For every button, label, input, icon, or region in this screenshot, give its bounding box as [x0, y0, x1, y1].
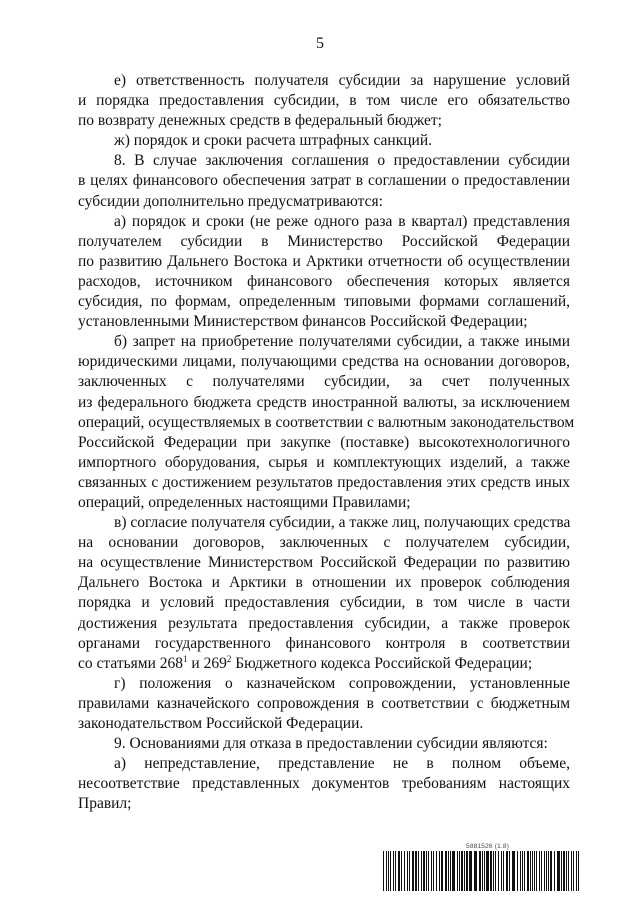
barcode-bar: [464, 851, 465, 891]
text-line: связанных с достижением результатов предоставления этих средств иных: [78, 473, 570, 491]
articles-prefix: со статьями 268: [78, 654, 184, 672]
text-line: е) ответственность получателя субсидии за нарушение условий: [114, 72, 570, 89]
articles-sup2: 2: [226, 653, 232, 664]
barcode-bar: [561, 851, 562, 891]
barcode-bar: [390, 851, 391, 891]
text-line: законодательством Российской Федерации.: [78, 715, 364, 732]
barcode-bar: [409, 851, 410, 891]
text-line: из федерального бюджета средств иностранной валюты, за исключением: [78, 393, 570, 411]
barcode-bar: [522, 851, 523, 891]
barcode-bar: [578, 851, 579, 891]
text-line: а) непредставление, представление не в полном объеме,: [114, 755, 570, 773]
barcode-bar: [490, 851, 492, 891]
text-line: получателем субсидии в Министерство Российской Федерации: [78, 232, 570, 250]
barcode-bar: [428, 851, 429, 891]
barcode-bar: [423, 851, 425, 891]
barcode-bar: [412, 851, 414, 891]
text-line-articles: [78, 654, 570, 674]
barcode-bar: [506, 851, 508, 891]
barcode-bar: [439, 851, 440, 891]
barcode-bar: [550, 851, 552, 891]
barcode-bar: [563, 851, 565, 891]
barcode-bar: [482, 851, 483, 891]
text-line: на осуществление Министерством Российской Федерации по развитию: [78, 554, 570, 572]
barcode-bar: [421, 851, 422, 891]
text-line: операций, определенных настоящими Правилами;: [78, 493, 411, 511]
barcode-bar: [407, 851, 408, 891]
barcode-bar: [457, 851, 458, 891]
text-line: в) согласие получателя субсидии, а также лиц, получающих средства: [114, 514, 571, 532]
barcode-label: 5881526 (1.8): [466, 843, 510, 850]
barcode-bar: [534, 851, 535, 891]
text-line: юридическими лицами, получающими средства на основании договоров,: [78, 353, 570, 371]
barcode-bar: [541, 851, 542, 891]
barcode-bar: [554, 851, 555, 891]
barcode-bar: [433, 851, 434, 891]
text-line: Российской Федерации при закупке (поставке) высокотехнологичного: [78, 433, 570, 451]
barcode-bar: [495, 851, 496, 891]
barcode-bar: [568, 851, 569, 891]
barcode-bar: [459, 851, 460, 891]
text-line: субсидия, по формам, определенным типовыми формами соглашений,: [78, 293, 570, 311]
articles-sup1: 1: [183, 653, 188, 664]
barcode-bar: [448, 851, 449, 891]
barcode-bar: [576, 851, 577, 891]
barcode-bar: [509, 851, 510, 891]
text-line: 9. Основаниями для отказа в предоставлении субсидии являются:: [114, 735, 548, 753]
barcode-bar: [466, 851, 468, 891]
text-line: расходов, источником финансового обеспечения которых является: [78, 272, 570, 290]
barcode-bar: [532, 851, 533, 891]
barcode-bar: [401, 851, 402, 891]
barcode-bar: [461, 851, 463, 891]
barcode-bar: [571, 851, 572, 891]
barcode-bar: [486, 851, 489, 891]
barcode-bar: [398, 851, 400, 891]
text-line: ж) порядок и сроки расчета штрафных санкций.: [114, 132, 432, 150]
text-line: а) порядок и сроки (не реже одного раза в квартал) представления: [114, 212, 570, 230]
barcode-bar: [524, 851, 525, 891]
text-line: и порядка предоставления субсидии, в том числе его обязательство: [78, 92, 570, 110]
text-line: несоответствие представленных документов требованиям настоящих: [78, 775, 570, 793]
barcode-bar: [404, 851, 405, 891]
document-body: [78, 71, 575, 814]
barcode-bar: [512, 851, 515, 891]
barcode-bar: [573, 851, 574, 891]
barcode-bar: [441, 851, 443, 891]
barcode-bar: [501, 851, 502, 891]
barcode-bar: [493, 851, 494, 891]
barcode-bar: [393, 851, 394, 891]
text-line: операций, осуществляемых в соответствии с валютным законодательством: [78, 413, 575, 431]
text-line: Правил;: [78, 795, 132, 813]
barcode-bar: [474, 851, 477, 891]
barcode-bar: [539, 851, 540, 891]
barcode-bar: [388, 851, 389, 891]
barcode-bar: [418, 851, 419, 891]
text-line: заключенных с получателями субсидии, за счет полученных: [78, 373, 570, 391]
articles-middle: и 269: [187, 654, 227, 672]
text-line: порядка и условий предоставления субсидии, в том числе в части: [78, 594, 570, 612]
text-line: по возврату денежных средств в федеральный бюджет;: [78, 112, 442, 130]
text-line: установленными Министерством финансов Российской Федерации;: [78, 313, 528, 331]
text-line: достижения результата предоставления субсидии, а также проверок: [78, 614, 570, 632]
barcode-bar: [520, 851, 521, 891]
page-number: 5: [316, 35, 324, 52]
barcode-bar: [498, 851, 499, 891]
barcode-bar: [452, 851, 455, 891]
text-line: правилами казначейского сопровождения в соответствии с бюджетным: [78, 694, 570, 712]
barcode-bar: [527, 851, 529, 891]
text-line: 8. В случае заключения соглашения о предоставлении субсидии: [114, 152, 570, 170]
text-line: по развитию Дальнего Востока и Арктики отчетности об осуществлении: [78, 252, 570, 270]
barcode-bar: [479, 851, 481, 891]
barcode-bar: [503, 851, 504, 891]
text-line: органами государственного финансового контроля в соответствии: [78, 634, 570, 652]
text-line: в целях финансового обеспечения затрат в соглашении о предоставлении: [78, 172, 570, 190]
barcode-bar: [469, 851, 472, 891]
barcode-bar: [548, 851, 549, 891]
barcode-bar: [445, 851, 447, 891]
barcode-bar: [544, 851, 545, 891]
barcode-bar: [436, 851, 437, 891]
barcode-bar: [566, 851, 567, 891]
barcode-bar: [557, 851, 560, 891]
barcode-bar: [546, 851, 547, 891]
barcode-bar: [431, 851, 432, 891]
text-line: субсидии дополнительно предусматриваются:: [78, 192, 383, 210]
text-line: Дальнего Востока и Арктики в отношении их проверок соблюдения: [78, 574, 570, 592]
barcode-bar: [536, 851, 537, 891]
barcode-bar: [383, 851, 384, 891]
text-line: б) запрет на приобретение получателями субсидии, а также иными: [114, 333, 570, 351]
barcode-bar: [415, 851, 417, 891]
barcode-image: [383, 851, 583, 891]
barcode-bar: [450, 851, 451, 891]
barcode-bar: [530, 851, 531, 891]
text-line: г) положения о казначейском сопровождении, установленные: [114, 674, 570, 692]
articles-suffix: Бюджетного кодекса Российской Федерации;: [231, 654, 533, 672]
barcode-bar: [426, 851, 427, 891]
barcode-bar: [386, 851, 387, 891]
barcode-bar: [484, 851, 485, 891]
text-line: на основании договоров, заключенных с получателем субсидии,: [78, 534, 570, 552]
barcode-bar: [395, 851, 396, 891]
barcode-bar: [517, 851, 518, 891]
text-line: импортного оборудования, сырья и комплектующих изделий, а также: [78, 453, 570, 471]
